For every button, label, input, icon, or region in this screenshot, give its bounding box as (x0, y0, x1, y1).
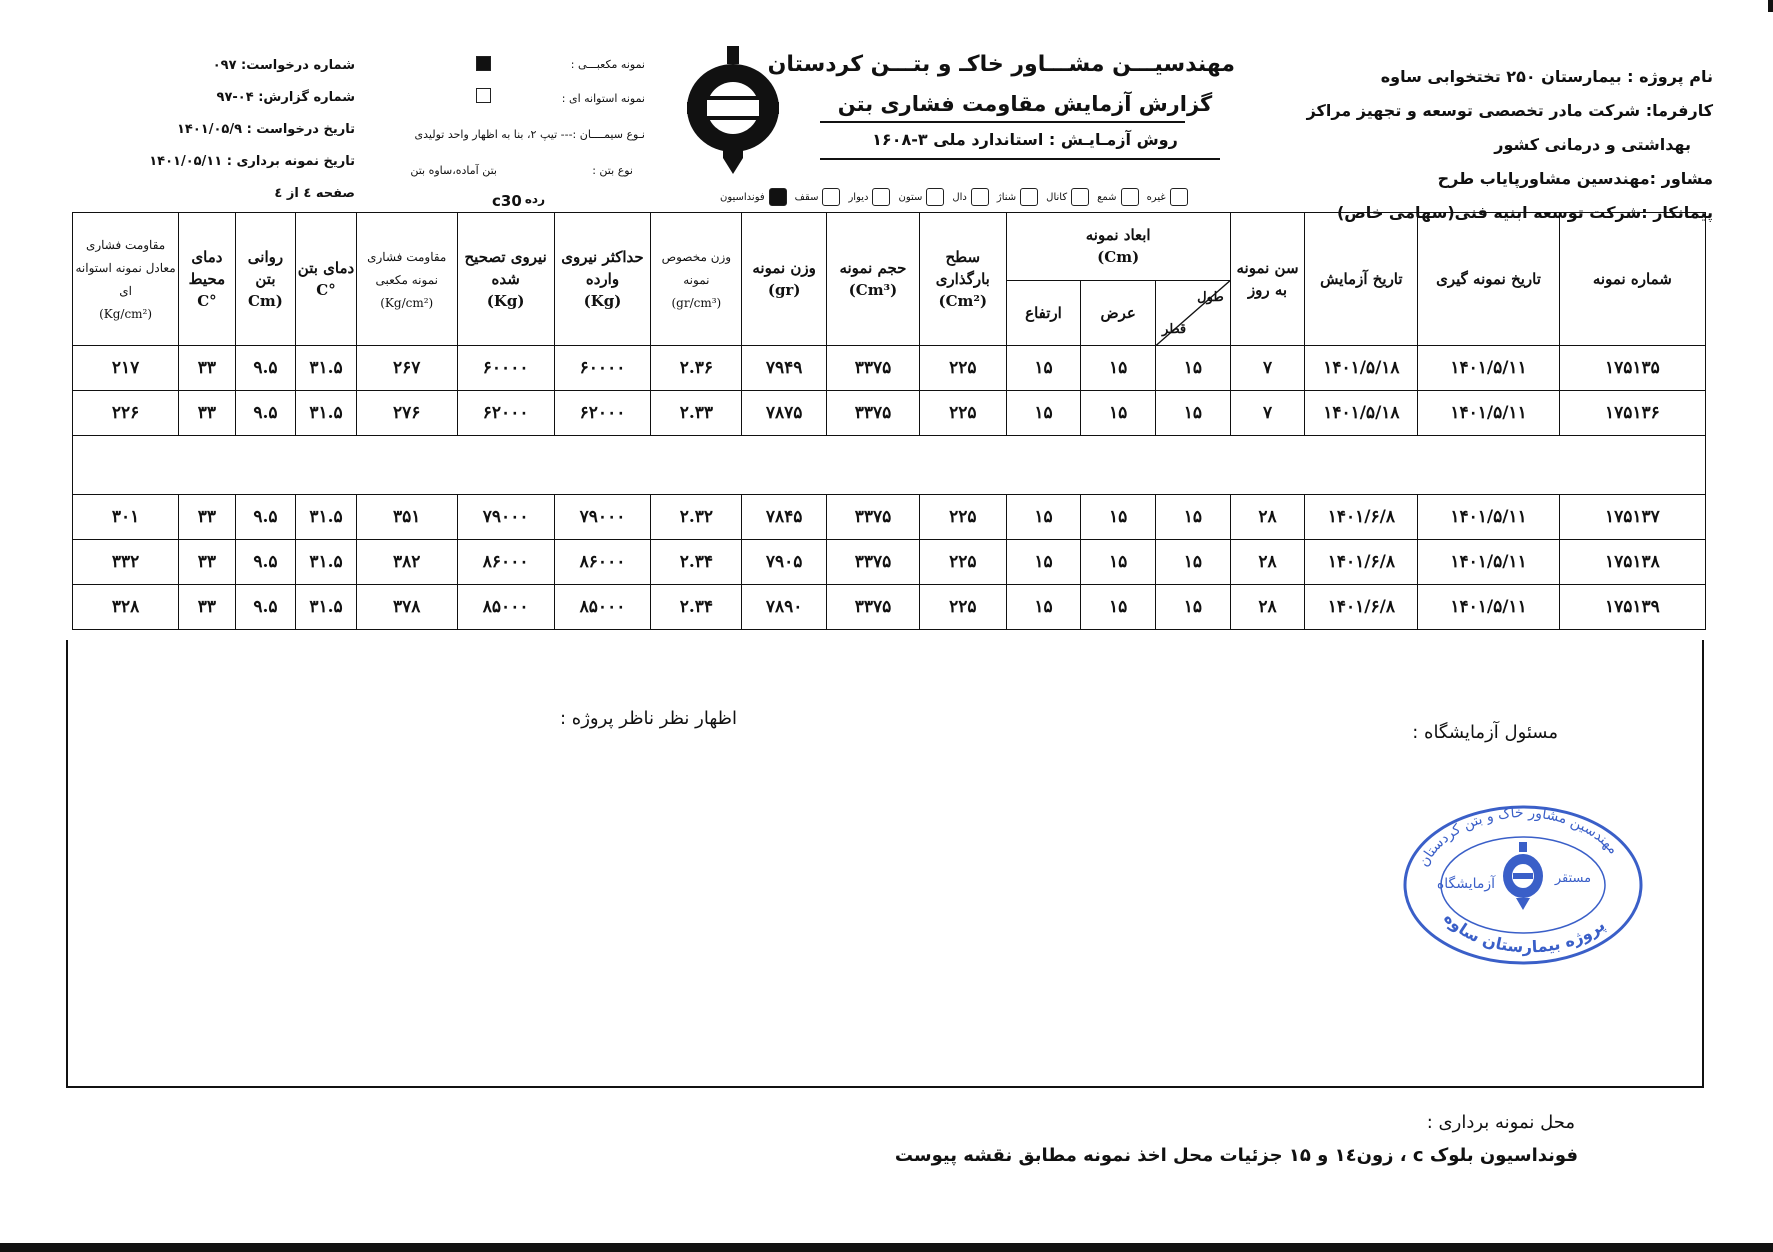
cell-sampling: ۱۴۰۱/۵/۱۱ (1418, 585, 1559, 630)
cell-weight: ۷۹۰۵ (742, 540, 827, 585)
element-type-label: دیوار (848, 191, 869, 203)
cell-slump: ۹.۵ (235, 495, 296, 540)
stamp-lab-text: آزمایشگاه (1436, 876, 1496, 892)
cell-height: ۱۵ (1006, 346, 1081, 391)
element-type-checkbox[interactable] (872, 188, 890, 206)
col-slump: روانی بتن (Cm (235, 213, 296, 346)
cell-a-temp: ۳۳ (179, 495, 236, 540)
cell-test: ۱۴۰۱/۶/۸ (1305, 540, 1418, 585)
element-type-option[interactable] (1097, 188, 1138, 206)
cell-cyl: ۲۲۶ (73, 391, 179, 436)
element-type-checkbox[interactable] (1020, 188, 1038, 206)
table-row (73, 585, 1706, 630)
cell-length: ۱۵ (1156, 540, 1231, 585)
cell-id: ۱۷۵۱۳۵ (1559, 346, 1705, 391)
cell-c-temp: ۳۱.۵ (296, 585, 357, 630)
element-type-checkbox[interactable] (1121, 188, 1139, 206)
element-type-label: فونداسیون (720, 191, 765, 203)
page-number: صفحه ٤ از ٤ (274, 186, 355, 201)
cell-slump: ۹.۵ (235, 391, 296, 436)
cell-density: ۲.۳۴ (651, 585, 742, 630)
sampling-location-label: محل نمونه برداری : (1426, 1112, 1575, 1133)
cell-max-force: ۶۰۰۰۰ (554, 346, 651, 391)
cell-cyl: ۲۱۷ (73, 346, 179, 391)
cell-a-temp: ۳۳ (179, 391, 236, 436)
cell-cyl: ۳۳۲ (73, 540, 179, 585)
company-logo-icon (683, 46, 783, 176)
element-type-checkbox[interactable] (822, 188, 840, 206)
cell-volume: ۳۳۷۵ (827, 346, 920, 391)
cube-sample-checkbox[interactable] (476, 56, 491, 71)
cell-age: ۲۸ (1230, 585, 1305, 630)
request-info (120, 50, 355, 210)
cell-cube: ۳۷۸ (356, 585, 457, 630)
test-method: روش آزمـایـش : استاندارد ملی ۳-۱۶۰۸ (872, 130, 1178, 149)
concrete-type-label: نوع بتن : (592, 164, 633, 177)
col-cube-strength: مقاومت فشاری نمونه مکعبی (Kg/cm²) (356, 213, 457, 346)
cell-cube: ۲۷۶ (356, 391, 457, 436)
stamp-logo-icon (1503, 842, 1543, 910)
cell-age: ۷ (1230, 391, 1305, 436)
element-type-checkbox[interactable] (769, 188, 787, 206)
col-density: وزن مخصوص نمونه (gr/cm³) (651, 213, 742, 346)
cell-test: ۱۴۰۱/۶/۸ (1305, 585, 1418, 630)
cell-sampling: ۱۴۰۱/۵/۱۱ (1418, 346, 1559, 391)
cell-height: ۱۵ (1006, 495, 1081, 540)
report-title: گزارش آزمایش مقاومت فشاری بتن (837, 92, 1213, 116)
cell-a-temp: ۳۳ (179, 540, 236, 585)
cell-volume: ۳۳۷۵ (827, 540, 920, 585)
cell-c-temp: ۳۱.۵ (296, 495, 357, 540)
element-type-option[interactable] (795, 188, 841, 206)
cell-c-temp: ۳۱.۵ (296, 540, 357, 585)
col-corrected-force: نیروی تصحیح شده (Kg) (457, 213, 554, 346)
cell-id: ۱۷۵۱۳۶ (1559, 391, 1705, 436)
cell-sampling: ۱۴۰۱/۵/۱۱ (1418, 540, 1559, 585)
stamp-resident-text: مستقر (1554, 871, 1592, 886)
cell-slump: ۹.۵ (235, 346, 296, 391)
cell-c-temp: ۳۱.۵ (296, 391, 357, 436)
cell-density: ۲.۳۳ (651, 391, 742, 436)
cell-sampling: ۱۴۰۱/۵/۱۱ (1418, 495, 1559, 540)
cell-a-temp: ۳۳ (179, 346, 236, 391)
cell-cube: ۳۵۱ (356, 495, 457, 540)
results-table (72, 212, 1706, 630)
lab-responsible: مسئول آزمایشگاه : (1412, 722, 1558, 743)
scan-edge-right (1768, 0, 1773, 12)
element-type-label: غیره (1146, 191, 1166, 203)
cell-corr-force: ۸۶۰۰۰ (457, 540, 554, 585)
element-type-label: شمع (1097, 191, 1117, 203)
cell-density: ۲.۳۶ (651, 346, 742, 391)
consultant: مشاور :مهندسین مشاورپایاب طرح (1437, 169, 1713, 188)
element-type-selector (720, 188, 1250, 206)
table-row (73, 346, 1706, 391)
cell-sampling: ۱۴۰۱/۵/۱۱ (1418, 391, 1559, 436)
cell-height: ۱۵ (1006, 540, 1081, 585)
table-row (73, 495, 1706, 540)
col-age: سن نمونه به روز (1230, 213, 1305, 346)
cell-age: ۷ (1230, 346, 1305, 391)
col-width: عرض (1081, 280, 1156, 346)
element-type-option[interactable] (952, 188, 989, 206)
element-type-checkbox[interactable] (926, 188, 944, 206)
cell-density: ۲.۳۲ (651, 495, 742, 540)
col-max-force: حداکثر نیروی وارده (Kg) (554, 213, 651, 346)
cell-length: ۱۵ (1156, 346, 1231, 391)
col-ambient-temp: دمای محیط °C (179, 213, 236, 346)
employer-line-1: کارفرما: شرکت مادر تخصصی توسعه و تجهیز مراکز (1306, 101, 1713, 120)
element-type-label: کانال (1046, 191, 1068, 203)
cube-sample-label: نمونه مکعبـــی : (570, 58, 645, 71)
cell-width: ۱۵ (1081, 540, 1156, 585)
cell-density: ۲.۳۴ (651, 540, 742, 585)
cell-a-temp: ۳۳ (179, 585, 236, 630)
company-name: مهندسیـــن مشـــاور خاکـ و بتـــن کردستان (767, 52, 1235, 77)
sampling-location-text: فونداسیون بلوک c ، زون۱٤ و ۱۵ جزئیات محل اخذ نمونه مطابق نقشه پیوست (894, 1145, 1578, 1166)
title-underline (820, 121, 1185, 123)
employer-line-2: بهداشتی و درمانی کشور (1494, 135, 1691, 154)
cell-volume: ۳۳۷۵ (827, 585, 920, 630)
col-dimensions: ابعاد نمونه (Cm) (1006, 213, 1230, 281)
report-number: شماره گزارش: ۰۴-۹۷ (216, 90, 355, 105)
cell-cube: ۲۶۷ (356, 346, 457, 391)
col-volume: حجم نمونه (Cm³) (827, 213, 920, 346)
stamp-top-text: مهندسین مشاور خاک و بتن کردستان (1415, 805, 1622, 870)
cell-id: ۱۷۵۱۳۸ (1559, 540, 1705, 585)
element-type-option[interactable] (898, 188, 944, 206)
cell-slump: ۹.۵ (235, 585, 296, 630)
cell-test: ۱۴۰۱/۵/۱۸ (1305, 346, 1418, 391)
col-area: سطح بارگذاری (Cm²) (919, 213, 1006, 346)
cell-age: ۲۸ (1230, 495, 1305, 540)
cell-test: ۱۴۰۱/۵/۱۸ (1305, 391, 1418, 436)
cell-corr-force: ۶۲۰۰۰ (457, 391, 554, 436)
cell-volume: ۳۳۷۵ (827, 391, 920, 436)
cell-max-force: ۶۲۰۰۰ (554, 391, 651, 436)
scan-edge-bottom (0, 1243, 1773, 1252)
cell-width: ۱۵ (1081, 585, 1156, 630)
cell-max-force: ۷۹۰۰۰ (554, 495, 651, 540)
col-sample-no: شماره نمونه (1559, 213, 1705, 346)
col-height: ارتفاع (1006, 280, 1081, 346)
cell-cyl: ۳۲۸ (73, 585, 179, 630)
cell-weight: ۷۸۴۵ (742, 495, 827, 540)
element-type-option[interactable] (848, 188, 890, 206)
cell-length: ۱۵ (1156, 495, 1231, 540)
col-weight: وزن نمونه (gr) (742, 213, 827, 346)
cell-length: ۱۵ (1156, 391, 1231, 436)
cell-max-force: ۸۶۰۰۰ (554, 540, 651, 585)
grade-label: رده (524, 192, 545, 206)
cell-slump: ۹.۵ (235, 540, 296, 585)
supervisor-opinion: اظهار نظر ناظر پروژه : (560, 708, 737, 729)
cell-id: ۱۷۵۱۳۷ (1559, 495, 1705, 540)
col-sampling-date: تاریخ نمونه گیری (1418, 213, 1559, 346)
method-underline (820, 158, 1220, 160)
sampling-date: تاریخ نمونه برداری : ۱۴۰۱/۰۵/۱۱ (149, 154, 355, 169)
element-type-label: دال (952, 191, 967, 203)
cell-area: ۲۲۵ (919, 346, 1006, 391)
cell-width: ۱۵ (1081, 495, 1156, 540)
cell-cyl: ۳۰۱ (73, 495, 179, 540)
cell-area: ۲۲۵ (919, 540, 1006, 585)
cell-test: ۱۴۰۱/۶/۸ (1305, 495, 1418, 540)
cell-length: ۱۵ (1156, 585, 1231, 630)
col-concrete-temp: دمای بتن °C (296, 213, 357, 346)
cell-height: ۱۵ (1006, 391, 1081, 436)
cylinder-sample-label: نمونه استوانه ای : (561, 92, 645, 105)
col-test-date: تاریخ آزمایش (1305, 213, 1418, 346)
element-type-option[interactable] (1147, 188, 1188, 206)
cell-weight: ۷۸۹۰ (742, 585, 827, 630)
cell-area: ۲۲۵ (919, 495, 1006, 540)
cylinder-sample-checkbox[interactable] (476, 88, 491, 103)
results-body (73, 346, 1706, 630)
cell-corr-force: ۷۹۰۰۰ (457, 495, 554, 540)
element-type-label: ستون (898, 191, 923, 203)
request-date: تاریخ درخواست : ۱۴۰۱/۰۵/۹ (177, 122, 355, 137)
cell-max-force: ۸۵۰۰۰ (554, 585, 651, 630)
cell-weight: ۷۸۷۵ (742, 391, 827, 436)
cell-cube: ۳۸۲ (356, 540, 457, 585)
table-row (73, 540, 1706, 585)
element-type-option[interactable] (720, 188, 787, 206)
cell-width: ۱۵ (1081, 346, 1156, 391)
cell-corr-force: ۸۵۰۰۰ (457, 585, 554, 630)
cell-c-temp: ۳۱.۵ (296, 346, 357, 391)
element-type-checkbox[interactable] (971, 188, 989, 206)
element-type-label: شناژ (996, 191, 1017, 203)
element-type-checkbox[interactable] (1170, 188, 1188, 206)
concrete-type-value: بتن آماده،ساوه بتن (410, 164, 497, 177)
cement-type: نـوع سیمــــان :--- تیپ ۲، بنا به اظهار واحد تولیدی (414, 128, 645, 141)
project-name: نام پروژه : بیمارستان ۲۵۰ تختخوابی ساوه (1380, 67, 1713, 86)
request-number: شماره درخواست: ۰۹۷ (212, 58, 355, 73)
stamp-bottom-text: پروژه بیمارستان ساوه (1440, 908, 1609, 957)
project-info (1283, 60, 1713, 230)
grade-value: c30 (492, 192, 522, 210)
contractor: پیمانکار :شرکت توسعه ابنیه فنی(سهامی خاص) (1336, 203, 1713, 222)
table-gap-row (73, 436, 1706, 495)
col-length-diameter: طول قطر (1156, 280, 1231, 346)
cell-weight: ۷۹۴۹ (742, 346, 827, 391)
cell-volume: ۳۳۷۵ (827, 495, 920, 540)
col-cylinder-strength: مقاومت فشاری معادل نمونه استوانه ای (Kg/cm²) (73, 213, 179, 346)
cell-area: ۲۲۵ (919, 391, 1006, 436)
element-type-checkbox[interactable] (1071, 188, 1089, 206)
cell-age: ۲۸ (1230, 540, 1305, 585)
element-type-option[interactable] (997, 188, 1038, 206)
cell-corr-force: ۶۰۰۰۰ (457, 346, 554, 391)
lab-stamp (1398, 800, 1648, 970)
cell-id: ۱۷۵۱۳۹ (1559, 585, 1705, 630)
table-row (73, 391, 1706, 436)
cell-area: ۲۲۵ (919, 585, 1006, 630)
element-type-option[interactable] (1046, 188, 1089, 206)
cell-height: ۱۵ (1006, 585, 1081, 630)
element-type-label: سقف (794, 191, 819, 203)
cell-width: ۱۵ (1081, 391, 1156, 436)
